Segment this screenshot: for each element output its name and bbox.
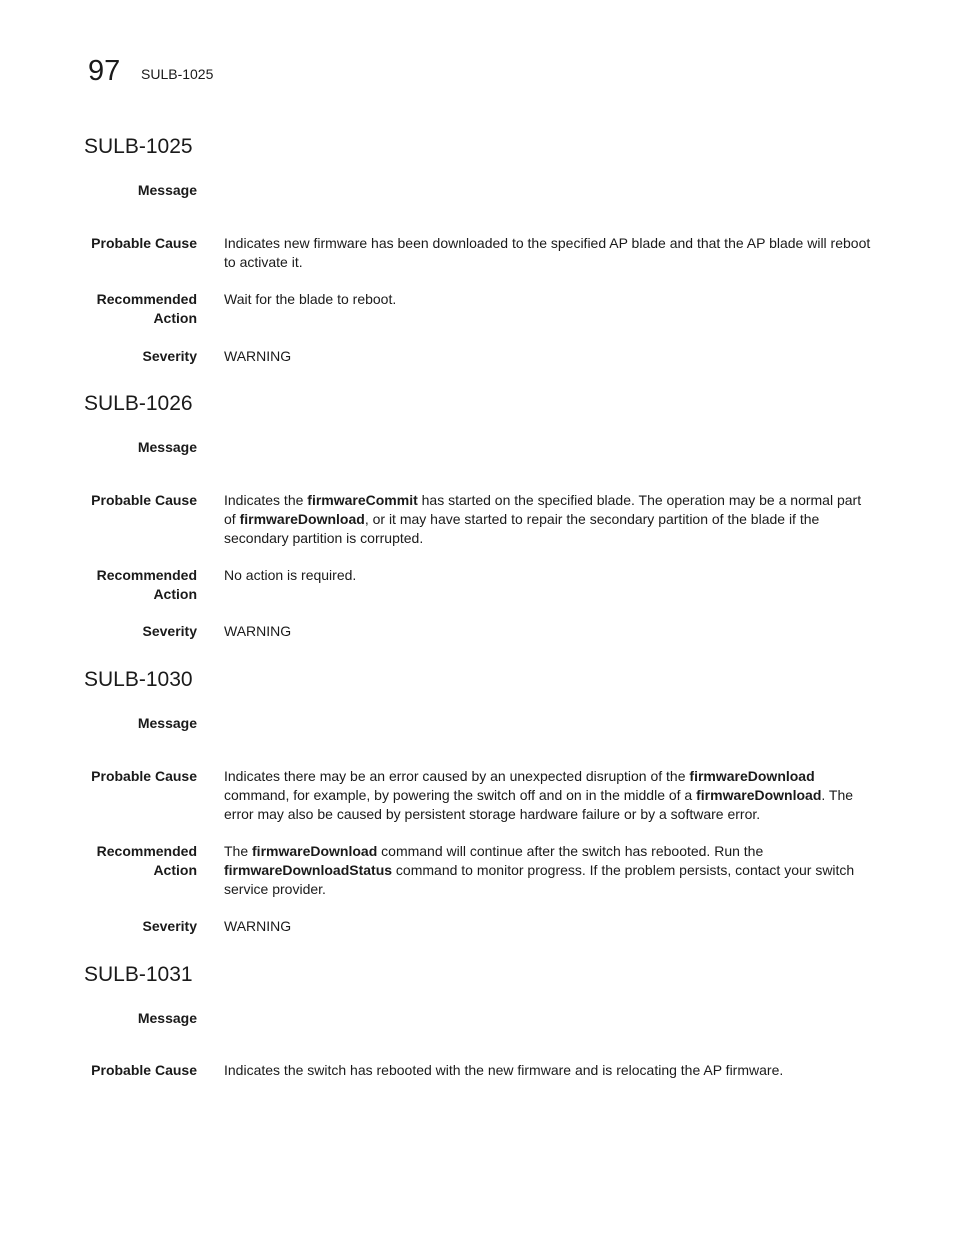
recommended-action-label: Recommended Action [96,843,197,878]
probable-cause-text: Indicates the switch has rebooted with the new firmware and is relocating the AP firmware. [224,1062,784,1078]
command-name: firmwareDownload [239,511,365,527]
severity-value: WARNING [224,918,292,934]
probable-cause-label: Probable Cause [91,768,197,784]
message-label: Message [137,1010,197,1026]
recommended-action-label: Recommended Action [96,291,197,326]
severity-label: Severity [142,348,197,364]
probable-cause-label: Probable Cause [91,235,197,251]
command-name: firmwareDownload [252,843,378,859]
probable-cause-text: Indicates the firmwareCommit has started on the specified blade. The operation may be a normal part of firmwareDownload, or it may have started to repair the secondary partition of the blade if the secondary partition is corrupted. [224,492,862,546]
recommended-action-text: The firmwareDownload command will continue after the switch has rebooted. Run the firmwareDownloadStatus command to monitor progress. If the problem persists, contact your switch service provider. [224,843,855,897]
severity-value: WARNING [224,348,292,364]
entry-title: SULB-1030 [84,668,193,691]
entry-title: SULB-1026 [84,392,193,415]
message-label: Message [137,182,197,198]
running-title: SULB-1025 [141,66,214,82]
command-name: firmwareDownloadStatus [224,862,393,878]
probable-cause-label: Probable Cause [91,492,197,508]
probable-cause-text: Indicates there may be an error caused by an unexpected disruption of the firmwareDownload command, for example, by powering the switch off and on in the middle of a firmwareDownload. The error may also be caused by persistent storage hardware failure or by a software error. [224,768,854,822]
recommended-action-text: Wait for the blade to reboot. [224,291,397,307]
probable-cause-text: Indicates new firmware has been downloaded to the specified AP blade and that the AP blade will reboot to activate it. [224,235,871,270]
command-name: firmwareDownload [696,787,822,803]
recommended-action-label: Recommended Action [96,567,197,602]
command-name: firmwareCommit [307,492,418,508]
probable-cause-label: Probable Cause [91,1062,197,1078]
recommended-action-text: No action is required. [224,567,357,583]
message-label: Message [137,715,197,731]
page-number: 97 [88,55,121,87]
entry-title: SULB-1025 [84,135,193,158]
severity-value: WARNING [224,623,292,639]
command-name: firmwareDownload [689,768,815,784]
entry-title: SULB-1031 [84,963,193,986]
message-label: Message [137,439,197,455]
severity-label: Severity [142,623,197,639]
severity-label: Severity [142,918,197,934]
